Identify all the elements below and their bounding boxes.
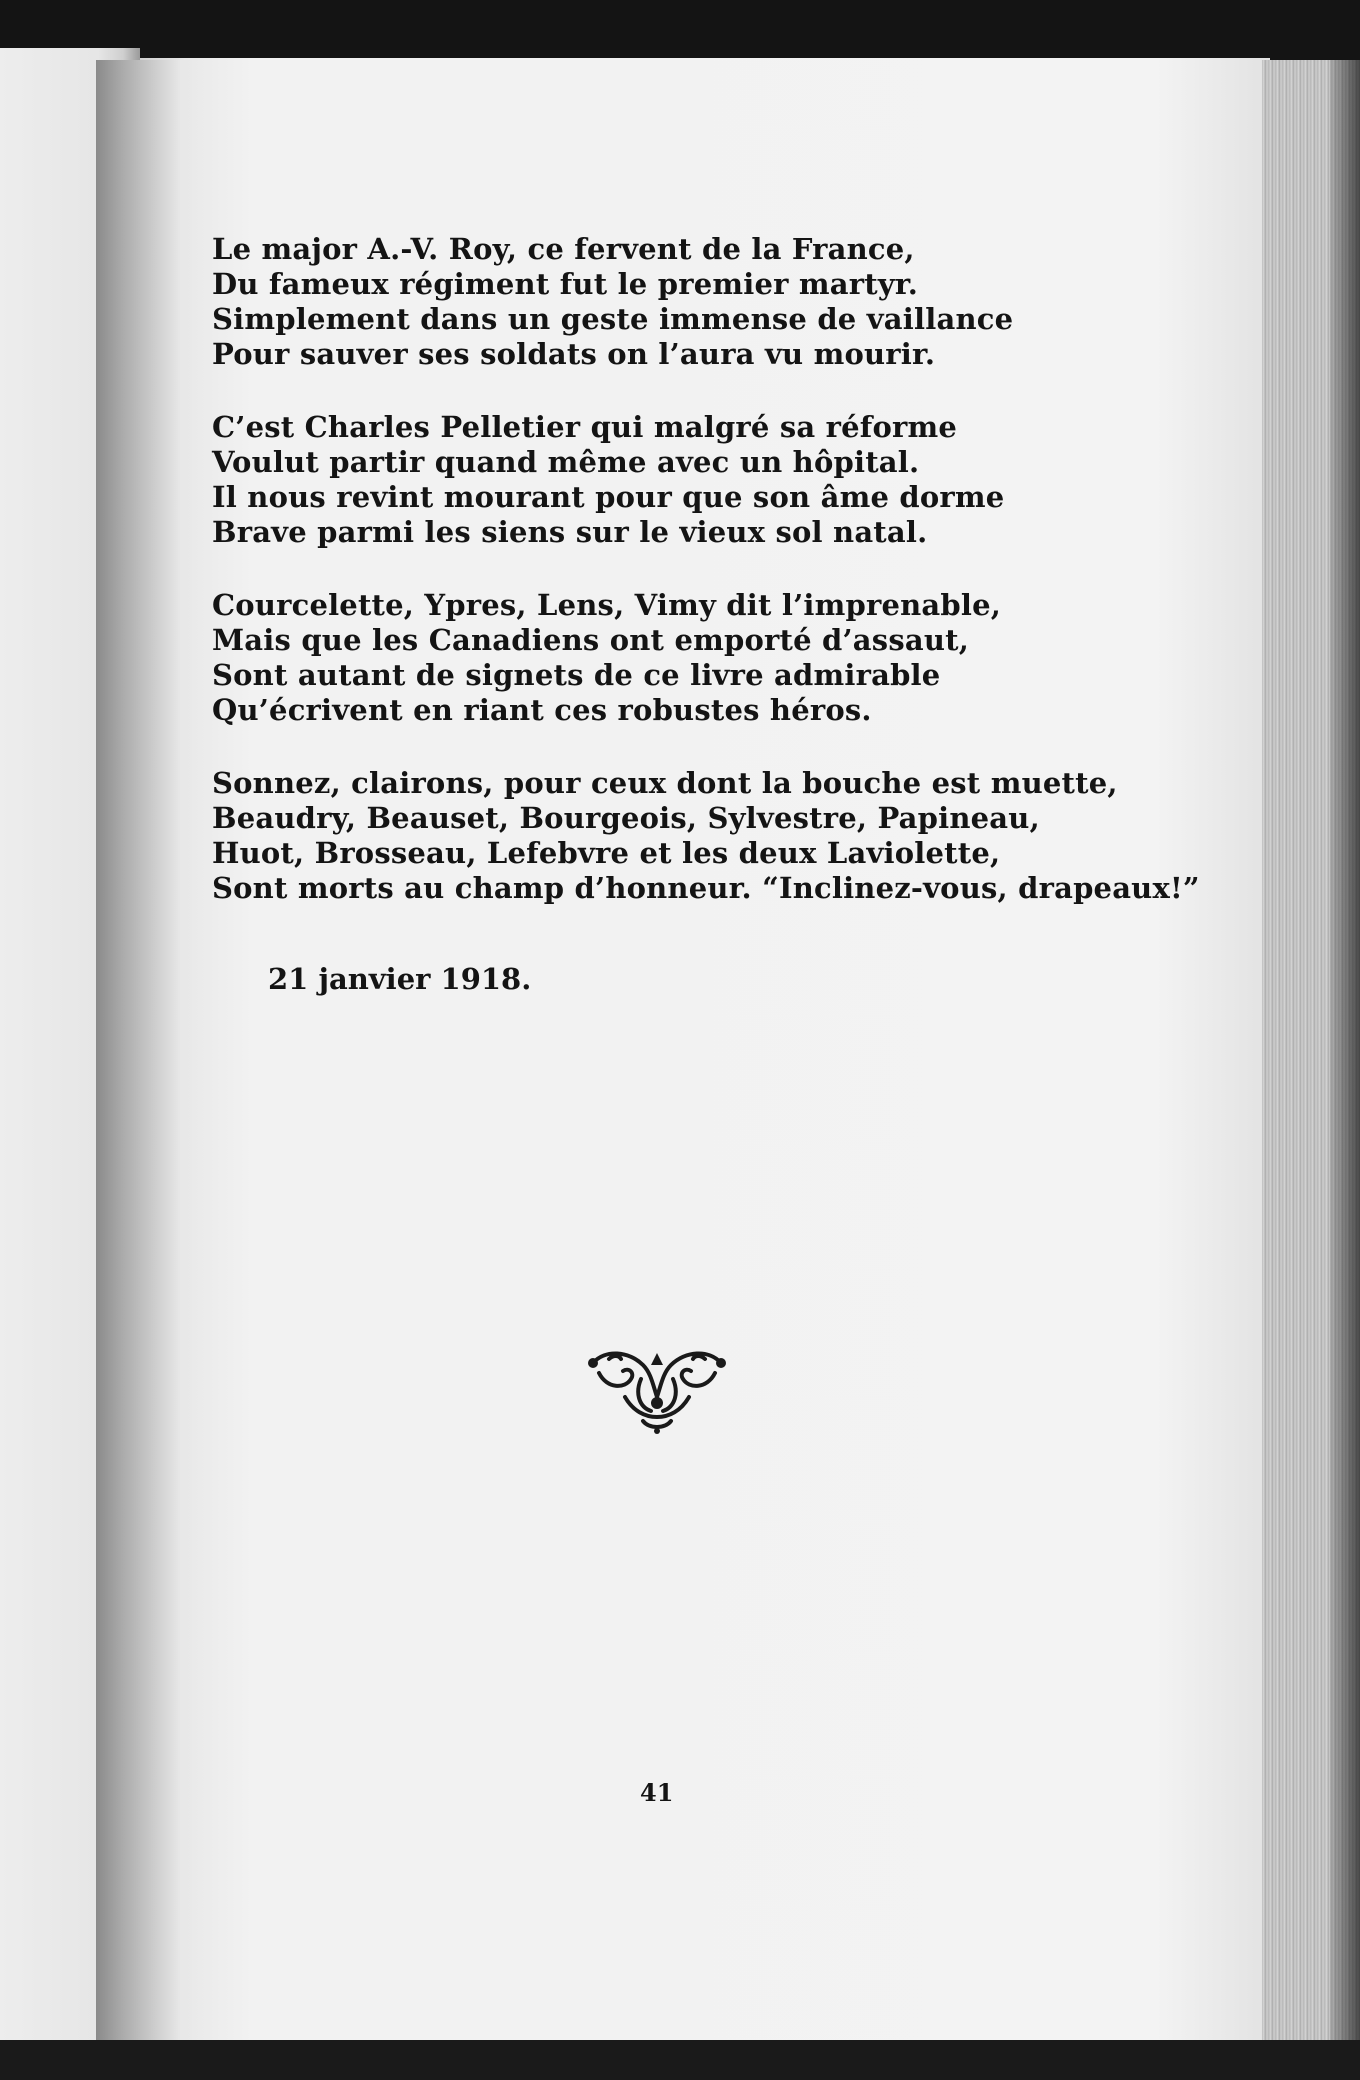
stanza xyxy=(212,588,1212,728)
page-edges-shadow xyxy=(1330,60,1360,2060)
poem-line: Mais que les Canadiens ont emporté d’assaut, xyxy=(212,623,970,657)
stanza xyxy=(212,232,1212,372)
poem xyxy=(212,232,1212,944)
stanza xyxy=(212,410,1212,550)
poem-line: Beaudry, Beauset, Bourgeois, Sylvestre, Papineau, xyxy=(212,801,1040,835)
gutter-shadow xyxy=(96,60,196,2060)
page-number: 41 xyxy=(640,1778,674,1807)
poem-line: C’est Charles Pelletier qui malgré sa réforme xyxy=(212,410,958,444)
poem-line: Sonnez, clairons, pour ceux dont la bouche est muette, xyxy=(212,766,1118,800)
poem-line: Du fameux régiment fut le premier martyr. xyxy=(212,267,918,301)
poem-line: Simplement dans un geste immense de vaillance xyxy=(212,302,1014,336)
stanza xyxy=(212,766,1212,906)
poem-line: Il nous revint mourant pour que son âme dorme xyxy=(212,480,1005,514)
poem-line: Sont morts au champ d’honneur. “Inclinez-vous, drapeaux!” xyxy=(212,871,1200,905)
poem-line: Sont autant de signets de ce livre admirable xyxy=(212,658,941,692)
scan-border xyxy=(0,2040,1360,2080)
floral-vignette-icon xyxy=(585,1345,729,1435)
poem-date: 21 janvier 1918. xyxy=(268,962,532,996)
poem-line: Qu’écrivent en riant ces robustes héros. xyxy=(212,693,872,727)
poem-line: Courcelette, Ypres, Lens, Vimy dit l’imprenable, xyxy=(212,588,1002,622)
poem-line: Voulut partir quand même avec un hôpital. xyxy=(212,445,920,479)
poem-line: Le major A.-V. Roy, ce fervent de la France, xyxy=(212,232,915,266)
poem-line: Pour sauver ses soldats on l’aura vu mourir. xyxy=(212,337,936,371)
poem-line: Brave parmi les siens sur le vieux sol natal. xyxy=(212,515,928,549)
poem-line: Huot, Brosseau, Lefebvre et les deux Laviolette, xyxy=(212,836,1001,870)
